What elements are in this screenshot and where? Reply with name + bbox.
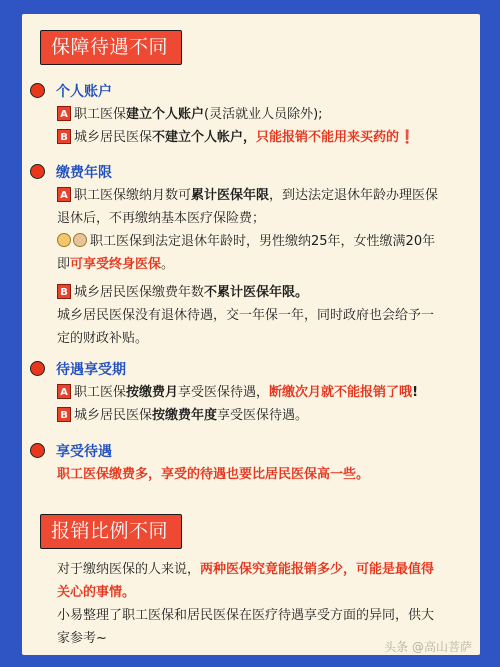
reimbursement-line-2: 关心的事情。 xyxy=(57,585,136,600)
content-card xyxy=(22,14,480,655)
personal-account-line-b: B 城乡居民医保不建立个人帐户，只能报销不能用来买药的❗ xyxy=(57,128,415,148)
contribution-line-b3: 定的财政补贴。 xyxy=(57,331,149,346)
subsection-title: 待遇享受期 xyxy=(56,362,126,378)
reimbursement-line-3: 小易整理了职工医保和居民医保在医疗待遇享受方面的异同，供大 xyxy=(57,608,435,623)
reimbursement-line-4: 家参考~ xyxy=(57,631,107,646)
watermark: 头条 @高山菩萨 xyxy=(384,640,472,654)
reimbursement-line-1: 对于缴纳医保的人来说，两种医保究竟能报销多少，可能是最值得 xyxy=(57,562,435,577)
contribution-line-a3: 职工医保到法定退休年龄时，男性缴纳25年，女性缴满20年 xyxy=(57,232,435,252)
section-header-benefits-differ: 保障待遇不同 xyxy=(40,30,182,65)
b-button-icon: B xyxy=(57,284,71,299)
b-button-icon: B xyxy=(57,407,71,422)
exclamation-icon: ❗ xyxy=(399,130,416,145)
contribution-line-a1: A 职工医保缴纳月数可累计医保年限，到达法定退休年龄办理医保 xyxy=(57,186,438,206)
red-circle-bullet-icon xyxy=(30,443,45,458)
red-circle-bullet-icon xyxy=(30,361,45,376)
subsection-title: 个人账户 xyxy=(56,84,112,100)
a-button-icon: A xyxy=(57,384,71,399)
a-button-icon: A xyxy=(57,187,71,202)
man-face-icon xyxy=(57,233,71,247)
benefits-line: 职工医保缴费多，享受的待遇也要比居民医保高一些。 xyxy=(57,467,370,482)
section-header-reimbursement-differ: 报销比例不同 xyxy=(40,514,182,549)
a-button-icon: A xyxy=(57,106,71,121)
contribution-line-a4: 即可享受终身医保。 xyxy=(57,257,175,272)
personal-account-line-a: A 职工医保建立个人账户(灵活就业人员除外); xyxy=(57,105,323,125)
benefit-period-line-a: A 职工医保按缴费月享受医保待遇，断缴次月就不能报销了哦! xyxy=(57,383,418,403)
subsection-title: 缴费年限 xyxy=(56,165,112,181)
contribution-line-b1: B 城乡居民医保缴费年数不累计医保年限。 xyxy=(57,283,308,303)
contribution-line-b2: 城乡居民医保没有退休待遇，交一年保一年，同时政府也会给予一 xyxy=(57,308,435,323)
b-button-icon: B xyxy=(57,129,71,144)
woman-face-icon xyxy=(73,233,87,247)
benefit-period-line-b: B 城乡居民医保按缴费年度享受医保待遇。 xyxy=(57,406,308,426)
red-circle-bullet-icon xyxy=(30,83,45,98)
red-circle-bullet-icon xyxy=(30,164,45,179)
contribution-line-a2: 退休后，不再缴纳基本医疗保险费； xyxy=(57,211,266,226)
subsection-title: 享受待遇 xyxy=(56,444,112,460)
